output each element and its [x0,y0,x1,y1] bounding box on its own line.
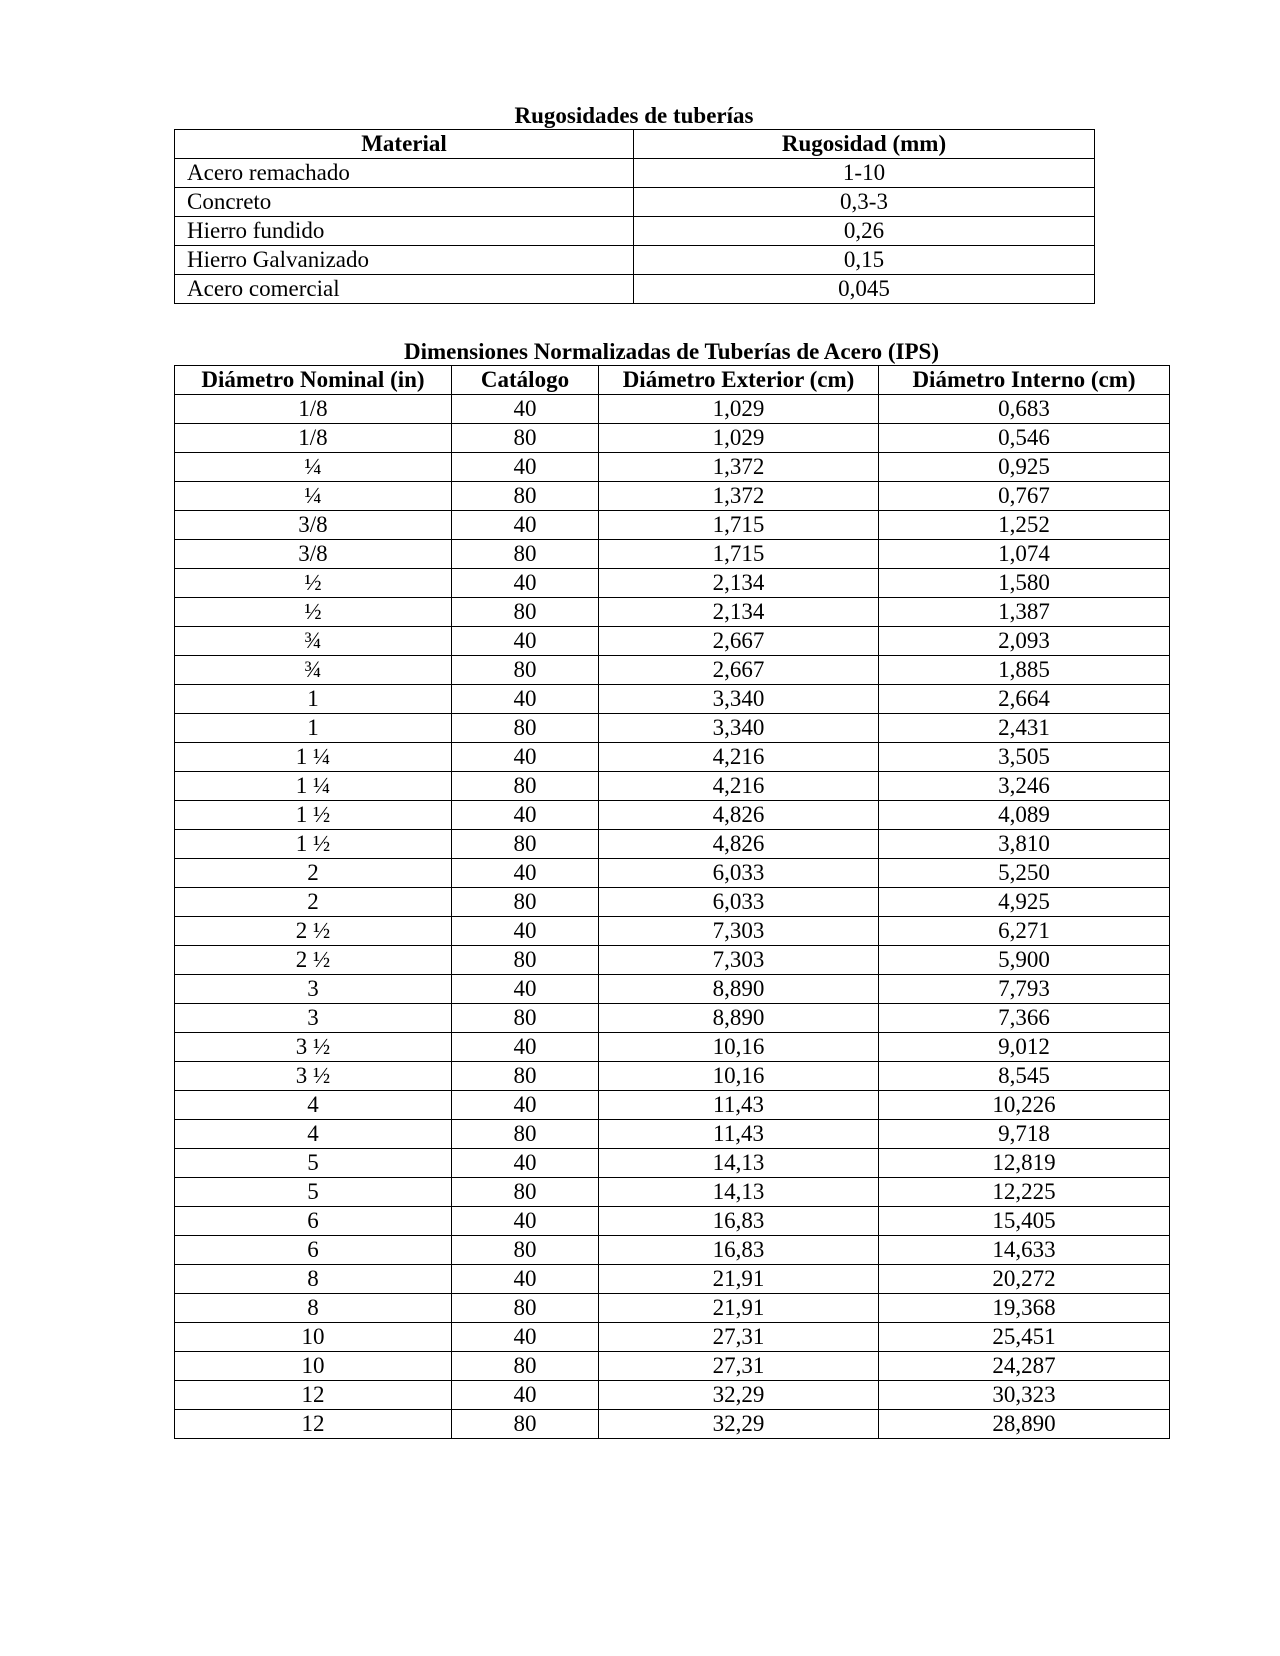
catalogo-cell: 80 [452,482,599,511]
table-row [175,395,1170,424]
diametro-interno-cell: 10,226 [879,1091,1170,1120]
catalogo-cell: 80 [452,1004,599,1033]
header-rugosidad: Rugosidad (mm) [634,130,1095,159]
diametro-interno-cell: 4,089 [879,801,1170,830]
catalogo-cell: 80 [452,946,599,975]
diametro-exterior-cell: 21,91 [599,1265,879,1294]
diametro-interno-cell: 8,545 [879,1062,1170,1091]
table-row [175,743,1170,772]
table-row [175,1033,1170,1062]
catalogo-cell: 40 [452,569,599,598]
pipe-header-row [175,366,1170,395]
roughness-table-title: Rugosidades de tuberías [514,103,754,128]
catalogo-cell: 40 [452,627,599,656]
diametro-interno-cell: 0,925 [879,453,1170,482]
diametro-nominal-cell: 1 ½ [175,830,452,859]
diametro-exterior-cell: 2,134 [599,569,879,598]
diametro-interno-cell: 5,250 [879,859,1170,888]
diametro-exterior-cell: 4,216 [599,772,879,801]
diametro-interno-cell: 1,580 [879,569,1170,598]
catalogo-cell: 40 [452,743,599,772]
diametro-interno-cell: 12,819 [879,1149,1170,1178]
catalogo-cell: 40 [452,975,599,1004]
diametro-nominal-cell: ¼ [175,482,452,511]
table-row [175,1294,1170,1323]
diametro-exterior-cell: 2,667 [599,656,879,685]
diametro-exterior-cell: 1,029 [599,424,879,453]
diametro-nominal-cell: 10 [175,1323,452,1352]
table-row [175,1323,1170,1352]
diametro-nominal-cell: 2 ½ [175,946,452,975]
diametro-interno-cell: 15,405 [879,1207,1170,1236]
diametro-nominal-cell: 3/8 [175,540,452,569]
rugosidad-cell: 1-10 [634,159,1095,188]
catalogo-cell: 40 [452,801,599,830]
catalogo-cell: 80 [452,1178,599,1207]
roughness-header-row [175,130,1095,159]
pipe-table-body [175,395,1170,1439]
diametro-exterior-cell: 4,216 [599,743,879,772]
catalogo-cell: 80 [452,888,599,917]
diametro-nominal-cell: 1 ¼ [175,772,452,801]
table-row [175,482,1170,511]
table-row [175,946,1170,975]
diametro-nominal-cell: ¾ [175,627,452,656]
catalogo-cell: 40 [452,453,599,482]
diametro-interno-cell: 24,287 [879,1352,1170,1381]
diametro-nominal-cell: 1 ¼ [175,743,452,772]
catalogo-cell: 40 [452,1149,599,1178]
diametro-nominal-cell: ¼ [175,453,452,482]
catalogo-cell: 40 [452,1323,599,1352]
diametro-exterior-cell: 3,340 [599,714,879,743]
diametro-exterior-cell: 1,715 [599,511,879,540]
catalogo-cell: 80 [452,656,599,685]
rugosidad-cell: 0,045 [634,275,1095,304]
table-row [175,656,1170,685]
diametro-nominal-cell: 2 [175,888,452,917]
diametro-nominal-cell: 12 [175,1410,452,1439]
table-row [175,1352,1170,1381]
table-row [175,424,1170,453]
roughness-section [174,102,1094,304]
diametro-exterior-cell: 10,16 [599,1033,879,1062]
diametro-interno-cell: 9,012 [879,1033,1170,1062]
header-diametro-exterior: Diámetro Exterior (cm) [599,366,879,395]
pipe-dimensions-section [174,338,1169,1439]
catalogo-cell: 80 [452,714,599,743]
table-row [175,830,1170,859]
diametro-exterior-cell: 1,029 [599,395,879,424]
table-row [175,1091,1170,1120]
table-row [175,246,1095,275]
diametro-nominal-cell: 3/8 [175,511,452,540]
diametro-interno-cell: 6,271 [879,917,1170,946]
table-row [175,453,1170,482]
diametro-interno-cell: 3,246 [879,772,1170,801]
diametro-exterior-cell: 7,303 [599,946,879,975]
diametro-nominal-cell: 5 [175,1149,452,1178]
material-cell: Concreto [175,188,634,217]
roughness-table [174,129,1095,304]
diametro-exterior-cell: 8,890 [599,1004,879,1033]
diametro-exterior-cell: 6,033 [599,859,879,888]
catalogo-cell: 40 [452,859,599,888]
diametro-exterior-cell: 16,83 [599,1207,879,1236]
diametro-nominal-cell: 3 ½ [175,1062,452,1091]
diametro-exterior-cell: 8,890 [599,975,879,1004]
diametro-nominal-cell: 3 ½ [175,1033,452,1062]
table-row [175,540,1170,569]
material-cell: Hierro Galvanizado [175,246,634,275]
diametro-interno-cell: 12,225 [879,1178,1170,1207]
diametro-nominal-cell: 1/8 [175,395,452,424]
pipe-table-title: Dimensiones Normalizadas de Tuberías de Acero (IPS) [404,339,939,364]
table-row [175,859,1170,888]
diametro-exterior-cell: 1,715 [599,540,879,569]
table-row [175,1265,1170,1294]
diametro-interno-cell: 1,074 [879,540,1170,569]
catalogo-cell: 80 [452,424,599,453]
diametro-nominal-cell: 6 [175,1236,452,1265]
roughness-table-body [175,159,1095,304]
diametro-nominal-cell: 4 [175,1120,452,1149]
diametro-exterior-cell: 4,826 [599,801,879,830]
material-cell: Acero comercial [175,275,634,304]
table-row [175,1236,1170,1265]
diametro-interno-cell: 2,093 [879,627,1170,656]
table-row [175,511,1170,540]
diametro-exterior-cell: 2,134 [599,598,879,627]
diametro-nominal-cell: 4 [175,1091,452,1120]
catalogo-cell: 40 [452,395,599,424]
diametro-interno-cell: 9,718 [879,1120,1170,1149]
diametro-exterior-cell: 21,91 [599,1294,879,1323]
diametro-interno-cell: 4,925 [879,888,1170,917]
catalogo-cell: 80 [452,830,599,859]
table-row [175,975,1170,1004]
diametro-exterior-cell: 6,033 [599,888,879,917]
catalogo-cell: 40 [452,1381,599,1410]
catalogo-cell: 80 [452,1294,599,1323]
rugosidad-cell: 0,15 [634,246,1095,275]
diametro-interno-cell: 14,633 [879,1236,1170,1265]
catalogo-cell: 80 [452,772,599,801]
diametro-exterior-cell: 10,16 [599,1062,879,1091]
table-row [175,627,1170,656]
diametro-nominal-cell: 8 [175,1265,452,1294]
diametro-nominal-cell: 1 ½ [175,801,452,830]
table-row [175,801,1170,830]
diametro-exterior-cell: 2,667 [599,627,879,656]
table-row [175,1004,1170,1033]
diametro-exterior-cell: 14,13 [599,1149,879,1178]
diametro-exterior-cell: 11,43 [599,1120,879,1149]
catalogo-cell: 80 [452,1410,599,1439]
diametro-interno-cell: 3,505 [879,743,1170,772]
table-row [175,1149,1170,1178]
diametro-interno-cell: 1,885 [879,656,1170,685]
catalogo-cell: 40 [452,1207,599,1236]
catalogo-cell: 40 [452,685,599,714]
diametro-nominal-cell: 3 [175,975,452,1004]
diametro-interno-cell: 0,767 [879,482,1170,511]
diametro-nominal-cell: 3 [175,1004,452,1033]
catalogo-cell: 40 [452,917,599,946]
diametro-nominal-cell: 5 [175,1178,452,1207]
table-row [175,1410,1170,1439]
table-row [175,1207,1170,1236]
catalogo-cell: 80 [452,540,599,569]
table-row [175,569,1170,598]
diametro-nominal-cell: 6 [175,1207,452,1236]
table-row [175,159,1095,188]
diametro-exterior-cell: 27,31 [599,1323,879,1352]
table-row [175,1381,1170,1410]
pipe-dimensions-table [174,365,1170,1439]
header-diametro-interno: Diámetro Interno (cm) [879,366,1170,395]
diametro-interno-cell: 2,664 [879,685,1170,714]
table-row [175,188,1095,217]
diametro-interno-cell: 0,546 [879,424,1170,453]
diametro-exterior-cell: 1,372 [599,453,879,482]
table-row [175,685,1170,714]
catalogo-cell: 40 [452,1265,599,1294]
catalogo-cell: 80 [452,1062,599,1091]
table-row [175,714,1170,743]
diametro-nominal-cell: ½ [175,598,452,627]
diametro-exterior-cell: 32,29 [599,1410,879,1439]
diametro-nominal-cell: 1 [175,685,452,714]
material-cell: Acero remachado [175,159,634,188]
table-row [175,1120,1170,1149]
catalogo-cell: 40 [452,1091,599,1120]
diametro-interno-cell: 19,368 [879,1294,1170,1323]
diametro-exterior-cell: 14,13 [599,1178,879,1207]
material-cell: Hierro fundido [175,217,634,246]
diametro-exterior-cell: 4,826 [599,830,879,859]
catalogo-cell: 40 [452,1033,599,1062]
diametro-nominal-cell: 10 [175,1352,452,1381]
diametro-interno-cell: 0,683 [879,395,1170,424]
catalogo-cell: 80 [452,1236,599,1265]
diametro-interno-cell: 20,272 [879,1265,1170,1294]
header-diametro-nominal: Diámetro Nominal (in) [175,366,452,395]
diametro-exterior-cell: 27,31 [599,1352,879,1381]
diametro-nominal-cell: 1/8 [175,424,452,453]
diametro-exterior-cell: 16,83 [599,1236,879,1265]
table-row [175,917,1170,946]
diametro-exterior-cell: 32,29 [599,1381,879,1410]
diametro-nominal-cell: 2 ½ [175,917,452,946]
header-catalogo: Catálogo [452,366,599,395]
rugosidad-cell: 0,26 [634,217,1095,246]
diametro-nominal-cell: 12 [175,1381,452,1410]
diametro-nominal-cell: 1 [175,714,452,743]
diametro-exterior-cell: 11,43 [599,1091,879,1120]
diametro-exterior-cell: 1,372 [599,482,879,511]
table-row [175,217,1095,246]
diametro-nominal-cell: 2 [175,859,452,888]
diametro-nominal-cell: ½ [175,569,452,598]
diametro-interno-cell: 2,431 [879,714,1170,743]
table-row [175,598,1170,627]
diametro-exterior-cell: 3,340 [599,685,879,714]
diametro-nominal-cell: ¾ [175,656,452,685]
diametro-interno-cell: 7,366 [879,1004,1170,1033]
catalogo-cell: 80 [452,1352,599,1381]
catalogo-cell: 80 [452,1120,599,1149]
diametro-exterior-cell: 7,303 [599,917,879,946]
table-row [175,772,1170,801]
header-material: Material [175,130,634,159]
table-row [175,888,1170,917]
table-row [175,1062,1170,1091]
diametro-interno-cell: 1,387 [879,598,1170,627]
diametro-interno-cell: 3,810 [879,830,1170,859]
diametro-interno-cell: 25,451 [879,1323,1170,1352]
diametro-interno-cell: 1,252 [879,511,1170,540]
diametro-interno-cell: 30,323 [879,1381,1170,1410]
catalogo-cell: 40 [452,511,599,540]
diametro-interno-cell: 5,900 [879,946,1170,975]
diametro-nominal-cell: 8 [175,1294,452,1323]
table-row [175,1178,1170,1207]
diametro-interno-cell: 7,793 [879,975,1170,1004]
table-row [175,275,1095,304]
diametro-interno-cell: 28,890 [879,1410,1170,1439]
rugosidad-cell: 0,3-3 [634,188,1095,217]
catalogo-cell: 80 [452,598,599,627]
